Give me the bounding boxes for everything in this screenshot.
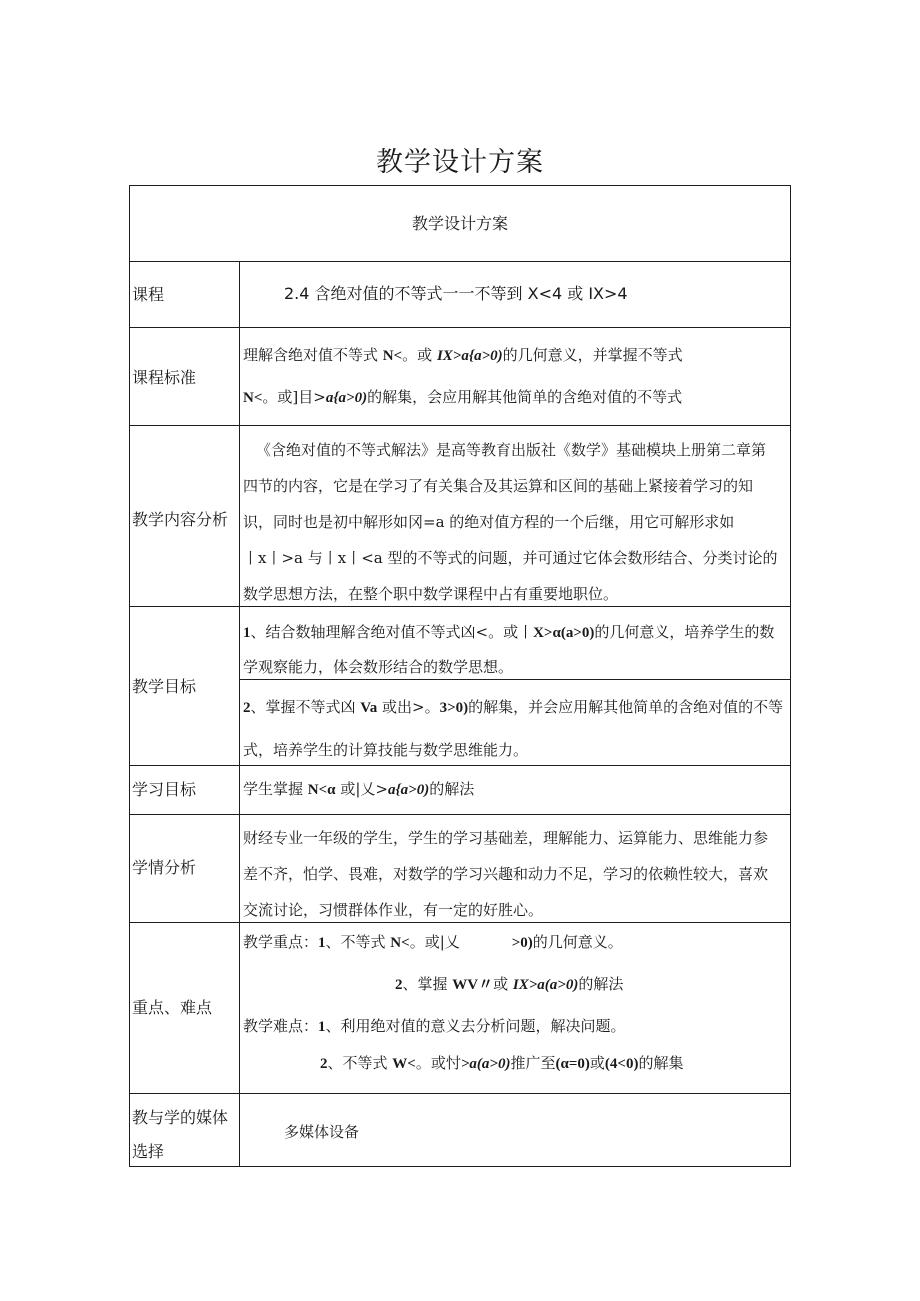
student-analysis-line-3: 交流讨论，习惯群体作业，有一定的好胜心。 <box>243 901 544 919</box>
content-analysis-line-3: 识，同时也是初中解形如冈=a 的绝对值方程的一个后继，用它可解形求如 <box>243 513 735 531</box>
text-run: 。或忖 <box>415 1054 461 1072</box>
math-run: Va <box>360 700 378 716</box>
key-point-line-2 <box>395 974 623 995</box>
content-analysis-label: 教学内容分析 <box>132 510 229 529</box>
text-run: 学生掌握 <box>243 780 308 798</box>
goal-number: 1 <box>243 625 251 641</box>
media-label-line-2: 选择 <box>132 1142 165 1161</box>
border-row-6 <box>129 814 791 815</box>
text-run: 的解集，会应用解其他简单的含绝对值的不等式 <box>367 388 683 406</box>
border-outer-right <box>790 185 791 1167</box>
text-run: 、不等式 <box>327 1054 393 1072</box>
math-run: IX>a{a>0) <box>436 348 503 364</box>
standard-label: 课程标准 <box>132 368 197 387</box>
border-row-8 <box>129 1093 791 1094</box>
math-run: 1 <box>318 935 326 951</box>
text-run: 或|乂> <box>335 780 388 798</box>
border-row-4 <box>129 606 791 607</box>
text-run: 。或]目> <box>262 388 326 406</box>
border-outer-left <box>129 185 130 1167</box>
goal-2-line-2: 式，培养学生的计算技能与数学思维能力。 <box>243 741 529 759</box>
text-run: 、掌握不等式凶 <box>250 698 361 716</box>
math-run: W< <box>392 1056 416 1072</box>
text-run: 、掌握 <box>402 975 453 993</box>
text-run: 的解集，并会应用解其他简单的含绝对值的不等 <box>468 698 784 716</box>
border-goal-split <box>239 679 791 680</box>
text-run: 或 <box>493 975 513 993</box>
border-row-3 <box>129 425 791 426</box>
text-run: 理解含绝对值不等式 <box>243 346 383 364</box>
media-value: 多媒体设备 <box>284 1123 360 1141</box>
math-run: (4<0) <box>604 1056 639 1072</box>
text-run: 的几何意义。 <box>532 933 623 951</box>
text-run: 、利用绝对值的意义去分析问题，解决问题。 <box>325 1017 626 1035</box>
table-header: 教学设计方案 <box>411 214 508 233</box>
content-analysis-line-2: 四节的内容，它是在学习了有关集合及其运算和区间的基础上紧接着学习的知 <box>243 477 754 495</box>
teaching-goals-label: 教学目标 <box>132 677 197 696</box>
text-run: 或出>。 <box>377 698 440 716</box>
math-run: X>α(a>0) <box>533 625 595 641</box>
text-run: 的几何意义，并掌握不等式 <box>502 346 683 364</box>
student-analysis-label: 学情分析 <box>132 858 197 877</box>
math-run: >0) <box>511 935 533 951</box>
border-row-7 <box>129 922 791 923</box>
math-run: a{a>0) <box>387 782 430 798</box>
math-run: >a(a>0) <box>460 1056 511 1072</box>
key-point-line-4 <box>320 1053 683 1074</box>
math-run: 3>0) <box>439 700 469 716</box>
text-run: 教学难点： <box>243 1017 319 1035</box>
page-title: 教学设计方案 <box>376 147 544 178</box>
text-run: 。或 <box>402 346 437 364</box>
content-analysis-line-1: 《含绝对值的不等式解法》是高等教育出版社《数学》基础模块上册第二章第 <box>256 441 767 459</box>
goal-1-line-1 <box>243 622 774 643</box>
text-run: 的解集 <box>638 1054 684 1072</box>
text-run: 、不等式 <box>325 933 391 951</box>
key-point-line-3 <box>243 1016 626 1037</box>
math-run: 2 <box>395 977 403 993</box>
text-run: 的解法 <box>429 780 475 798</box>
border-row-1 <box>129 261 791 262</box>
standard-line-2 <box>243 387 682 408</box>
text-run: 或 <box>589 1054 605 1072</box>
goal-2-line-1 <box>243 697 783 718</box>
text-run: 。或|乂 <box>409 933 460 951</box>
text-run: 教学重点： <box>243 933 319 951</box>
math-run: N< <box>243 390 263 406</box>
math-run: N< <box>382 348 403 364</box>
text-run: 的解法 <box>578 975 624 993</box>
math-run: IX>a(a>0) <box>512 977 579 993</box>
course-label: 课程 <box>132 285 165 304</box>
student-analysis-line-1: 财经专业一年级的学生，学生的学习基础差，理解能力、运算能力、思维能力参 <box>243 829 769 847</box>
math-run: 1 <box>318 1019 326 1035</box>
border-column-divider <box>239 261 240 1167</box>
border-outer-bottom <box>129 1166 791 1167</box>
border-row-5 <box>129 765 791 766</box>
learning-goals-value <box>243 779 474 800</box>
text-run: 、结合数轴理解含绝对值不等式凶<。或丨 <box>250 623 534 641</box>
math-run: WV〃 <box>452 977 494 993</box>
key-points-label: 重点、难点 <box>132 998 213 1017</box>
standard-line-1 <box>243 345 683 366</box>
border-row-2 <box>129 327 791 328</box>
math-run: N<α <box>307 782 336 798</box>
media-label-line-1: 教与学的媒体 <box>132 1108 229 1127</box>
math-run: (α=0) <box>555 1056 590 1072</box>
goal-1-line-2: 学观察能力，体会数形结合的数学思想。 <box>243 658 514 676</box>
text-run: 推广至 <box>510 1054 556 1072</box>
border-outer-top <box>129 185 791 186</box>
content-analysis-line-5: 数学思想方法，在整个职中数学课程中占有重要地职位。 <box>243 585 619 603</box>
learning-goals-label: 学习目标 <box>132 780 197 799</box>
math-run: 2 <box>320 1056 328 1072</box>
goal-number: 2 <box>243 700 251 716</box>
math-run: a{a>0) <box>325 390 368 406</box>
content-analysis-line-4: 丨x丨>a 与丨x丨<a 型的不等式的问题，并可通过它体会数形结合、分类讨论的 <box>243 549 778 567</box>
text-run: 的几何意义，培养学生的数 <box>594 623 775 641</box>
student-analysis-line-2: 差不齐，怕学、畏难，对数学的学习兴趣和动力不足，学习的依赖性较大，喜欢 <box>243 865 769 883</box>
key-point-line-1 <box>243 932 623 953</box>
math-run: N< <box>390 935 410 951</box>
course-value: 2.4 含绝对值的不等式一一不等到 X<4 或 IX>4 <box>284 284 628 303</box>
